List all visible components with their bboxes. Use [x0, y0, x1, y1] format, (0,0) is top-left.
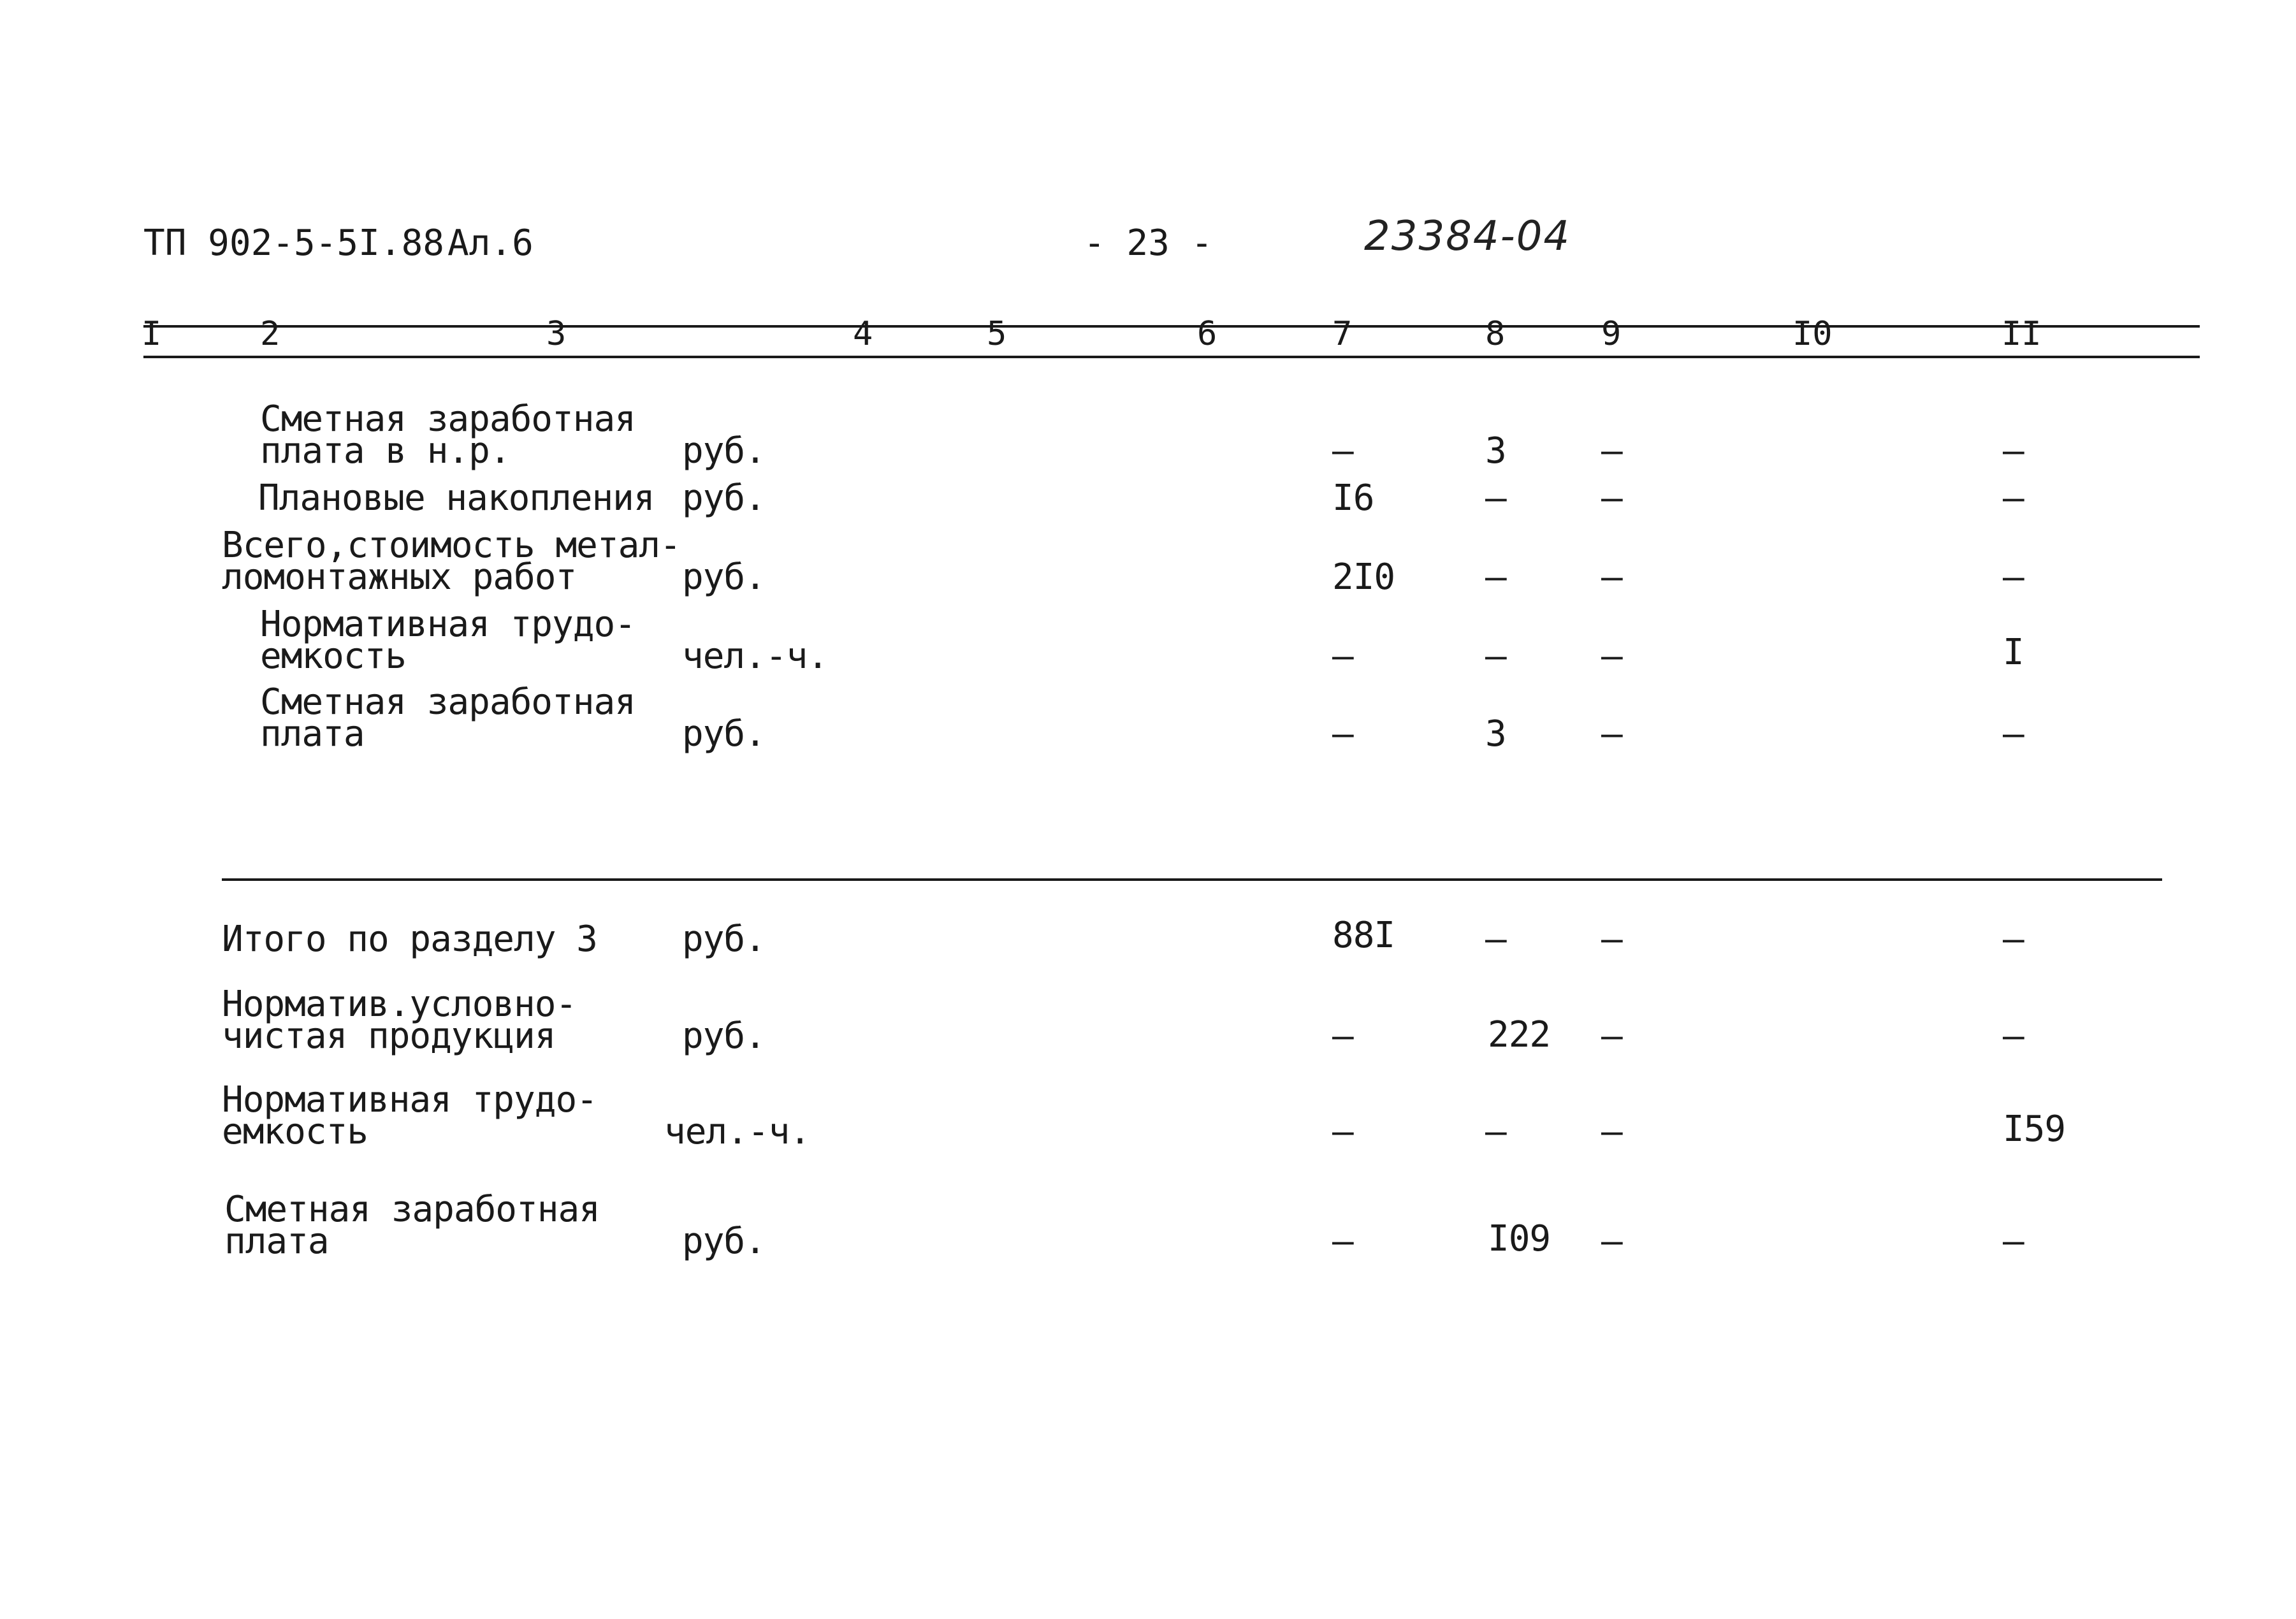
cell-col9: – [1601, 430, 1622, 472]
cell-col8: 3 [1485, 713, 1506, 755]
album-number: Ал.6 [447, 222, 534, 264]
section-divider-rule [222, 878, 2162, 881]
row-label: емкость [222, 1111, 368, 1152]
column-number-5: 5 [987, 315, 1007, 353]
doc-code: ТП 902-5-5I.88 [143, 222, 445, 264]
cell-col8: – [1485, 635, 1506, 677]
cell-col9: – [1601, 1221, 1622, 1262]
column-header-top-rule [143, 325, 2200, 328]
row-label: ломонтажных работ [222, 556, 577, 598]
cell-col7: – [1332, 430, 1353, 472]
cell-col11: – [2003, 430, 2024, 472]
cell-col9: – [1601, 1015, 1622, 1057]
cell-col8: – [1485, 556, 1506, 598]
row-label: Всего,стоимость метал- [222, 525, 681, 566]
column-number-9: 9 [1601, 315, 1622, 353]
column-number-6: 6 [1197, 315, 1217, 353]
row-unit: руб. [682, 1015, 766, 1057]
row-label: Сметная заработная [260, 681, 636, 723]
cell-col8: I09 [1488, 1218, 1551, 1260]
row-label: Плановые накопления [258, 477, 655, 519]
cell-col11: I59 [2003, 1108, 2066, 1150]
cell-col9: – [1601, 556, 1622, 598]
cell-col9: – [1601, 1111, 1622, 1152]
row-unit: чел.-ч. [682, 635, 829, 677]
column-number-10: I0 [1792, 315, 1833, 353]
column-header-bottom-rule [143, 356, 2200, 358]
cell-col9: – [1601, 635, 1622, 677]
column-number-7: 7 [1332, 315, 1353, 353]
row-label: плата [260, 713, 365, 755]
cell-col8: – [1485, 477, 1506, 519]
cell-col8: 222 [1488, 1014, 1551, 1056]
column-number-4: 4 [853, 315, 873, 353]
cell-col7: I6 [1332, 477, 1374, 519]
page-number: - 23 - [1084, 222, 1213, 264]
row-label: Норматив.условно- [222, 984, 577, 1025]
cell-col11: – [2003, 1221, 2024, 1262]
cell-col7: 88I [1332, 915, 1395, 956]
row-unit: руб. [682, 477, 766, 519]
column-number-1: I [142, 315, 162, 353]
handwritten-stamp-number: 23384-04 [1364, 213, 1571, 260]
cell-col9: – [1601, 918, 1622, 960]
cell-col11: I [2003, 632, 2024, 673]
cell-col7: – [1332, 713, 1353, 755]
cell-col9: – [1601, 477, 1622, 519]
row-label: Нормативная трудо- [260, 604, 636, 645]
column-number-2: 2 [260, 315, 280, 353]
row-label: Итого по разделу 3 [222, 918, 597, 960]
row-label: Сметная заработная [224, 1189, 600, 1230]
column-number-8: 8 [1485, 315, 1506, 353]
row-unit: руб. [682, 713, 766, 755]
row-label: плата [224, 1221, 329, 1262]
cell-col11: – [2003, 1015, 2024, 1057]
cell-col8: 3 [1485, 430, 1506, 472]
row-unit: руб. [682, 918, 766, 960]
row-label: емкость [260, 635, 407, 677]
row-label: Сметная заработная [260, 398, 636, 440]
row-unit: руб. [682, 1221, 766, 1262]
row-label: плата в н.р. [260, 430, 511, 472]
cell-col7: – [1332, 1111, 1353, 1152]
column-number-3: 3 [546, 315, 567, 353]
cell-col11: – [2003, 713, 2024, 755]
row-unit: руб. [682, 430, 766, 472]
cell-col7: – [1332, 1015, 1353, 1057]
cell-col7: – [1332, 635, 1353, 677]
row-label: Нормативная трудо- [222, 1079, 597, 1121]
cell-col9: – [1601, 713, 1622, 755]
column-number-11: II [2002, 315, 2042, 353]
cell-col7: 2I0 [1332, 556, 1395, 598]
cell-col11: – [2003, 918, 2024, 960]
row-label: чистая продукция [222, 1015, 556, 1057]
cell-col7: – [1332, 1221, 1353, 1262]
cell-col11: – [2003, 556, 2024, 598]
cell-col8: – [1485, 1111, 1506, 1152]
cell-col11: – [2003, 477, 2024, 519]
row-unit: чел.-ч. [664, 1111, 811, 1152]
cell-col8: – [1485, 918, 1506, 960]
row-unit: руб. [682, 556, 766, 598]
